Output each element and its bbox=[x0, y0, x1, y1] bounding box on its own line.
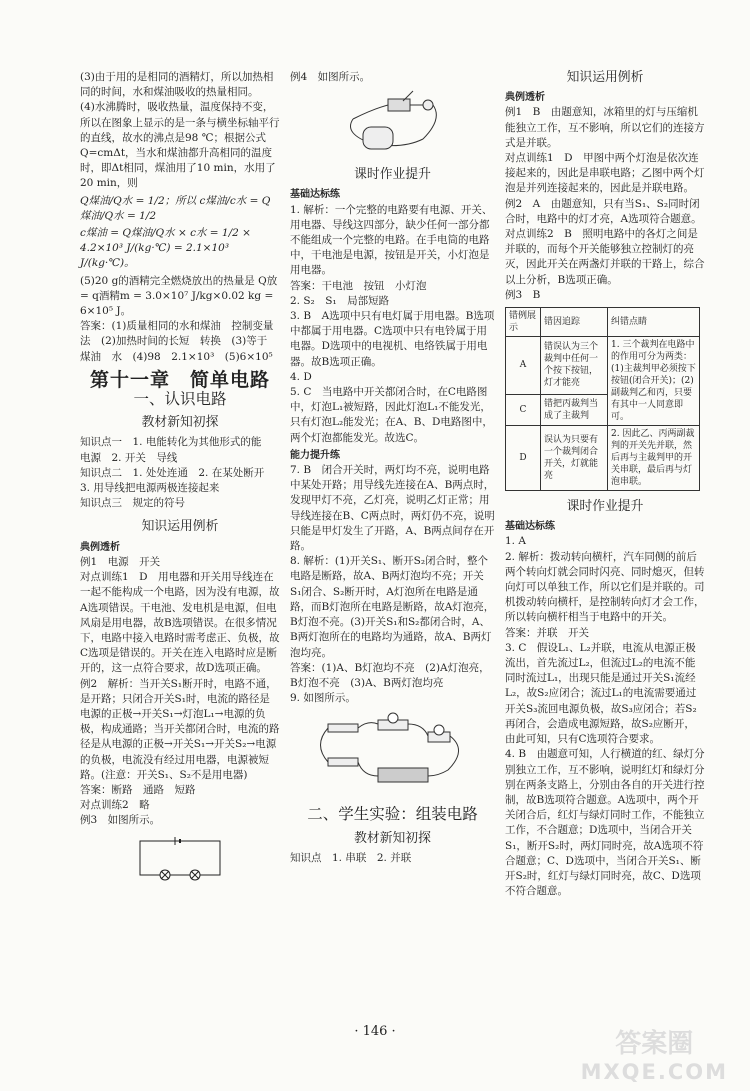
column-right bbox=[505, 70, 705, 899]
example: 例2 A 由题意知，只有当S₁、S₂同时闭合时，电路中的灯才亮，A选项符合题意。 bbox=[505, 197, 702, 225]
table-header: 错例展示 bbox=[506, 308, 541, 337]
training: 对点训练1 D 用电器和开关用导线连在一起不能构成一个电路，因为没有电源，故A选项错误。干电池、发电机是电源，但电风扇是用电器，故B选项错误。在很多情况下，电路中接入电路时需考虑正、负极，故C选项是错误的。开关在连入电路时应是断开的，这一点符合要求，故D选项正确。 bbox=[80, 571, 280, 675]
subsection-title: 教材新知初探 bbox=[141, 415, 219, 431]
section-title: 一、认识电路 bbox=[133, 390, 227, 409]
formula-line: Q煤油/Q水 = 1/2；所以 c煤油/c水 = Q煤油/Q水 = 1/2 bbox=[80, 194, 271, 222]
example: 例3 B bbox=[505, 288, 541, 301]
table-row: A 错误认为三个裁判中任何一个按下按钮，灯才能亮 1. 三个裁判在电路中的作用可分为两类：(1)主裁判甲必须按下按钮(闭合开关)；(2)副裁判乙和丙，只要有其中一人同意即可。 bbox=[506, 337, 700, 395]
answer-paragraph: (5)20 g的酒精完全燃烧放出的热量是 Q放 = q酒精m = 3.0×10⁷ J/kg×0.02 kg = 6×10⁵ J。 bbox=[80, 274, 278, 318]
answer-text: 答案：并联 开关 bbox=[505, 626, 589, 639]
subsection-title: 知识运用例析 bbox=[566, 70, 644, 85]
example: 例3 如图所示。 bbox=[80, 814, 161, 827]
label-heading: 基础达标练 bbox=[505, 521, 555, 533]
watermark-line: 答案圈 bbox=[615, 1029, 694, 1059]
column-left bbox=[80, 70, 280, 889]
example: 例1 B 由题意知，冰箱里的灯与压缩机能独立工作，互不影响，所以它们的连接方式是并联。 bbox=[505, 106, 705, 149]
watermark-line: MXQE.COM bbox=[580, 1060, 728, 1084]
knowledge-point: 知识点一 1. 电能转化为其他形式的能 电源 2. 开关 导线 bbox=[80, 436, 272, 464]
table-header: 纠错点睛 bbox=[608, 308, 700, 337]
answer-text: 答案：断路 通路 短路 bbox=[80, 783, 196, 796]
training: 对点训练2 B 照明电路中的各灯之间是并联的，而每个开关能够独立控制灯的亮灭，因此开关在两盏灯并联的干路上，综合以上分析，B选项正确。 bbox=[505, 228, 705, 286]
subsection-title: 课时作业提升 bbox=[566, 499, 644, 515]
column-middle bbox=[290, 70, 495, 866]
answer-paragraph: (4)水沸腾时，吸收热量，温度保持不变，所以在图象上显示的是一条与横坐标轴平行的直线，故水的沸点是98 ℃；根据公式Q=cmΔt，当水和煤油都升高相同的温度时，即Δt相同，煤油用了10 min，水用了20 min，则 bbox=[80, 101, 280, 190]
question-answer: 2. 解析：拨动转向横杆，汽车同侧的前后两个转向灯就会同时闪亮、同时熄灭，但转向灯可以单独工作，所以它们是并联的。司机拨动转向横杆，是控制转向灯才会工作，所以转向横杆相当于电路中的开关。 bbox=[505, 550, 705, 624]
subsection-title: 知识运用例析 bbox=[141, 519, 219, 535]
error-analysis-table bbox=[505, 307, 700, 491]
table-row: D 误认为只要有一个裁判闭合开关，灯就能亮 2. 因此乙、丙两副裁判的开关先并联，然后再与主裁判甲的开关串联，最后再与灯泡串联。 bbox=[506, 426, 700, 491]
question-answer: 3. C 假设L₁、L₂并联，电流从电源正极流出，首先流过L₂，但流过L₂的电流不能同时流过L₁，出现只能是通过开关S₁流经L₂，故S₂应闭合；流过L₁的电流需要通过开关S₃流回电源负极，故S₃应闭合；若S₂再闭合，会造成电源短路，故S₂应断开，由此可知，只有C选项符合要求。 bbox=[505, 641, 697, 746]
formula-line: c煤油 = Q煤油/Q水 × c水 = 1/2 × 4.2×10³ J/(kg·℃) = 2.1×10³ J/(kg·℃)。 bbox=[80, 227, 251, 270]
circuit-diagram-figure bbox=[125, 833, 235, 883]
table-row: C 错把丙裁判当成了主裁判 bbox=[506, 394, 700, 425]
chapter-title: 第十一章 简单电路 bbox=[89, 368, 270, 391]
question-answer: 2. S₂ S₁ 局部短路 bbox=[290, 294, 390, 307]
subsection-title: 教材新知初探 bbox=[354, 830, 431, 846]
knowledge-point: 知识点 1. 串联 2. 并联 bbox=[290, 851, 412, 864]
circuit-wiring-figure bbox=[308, 710, 478, 795]
section-title: 二、学生实验：组装电路 bbox=[307, 805, 478, 824]
knowledge-point: 知识点三 规定的符号 bbox=[80, 497, 185, 510]
question-answer: 7. B 闭合开关时，两灯均不亮，说明电路中某处开路；用导线先连接在A、B两点时，发现甲灯不亮，乙灯亮，说明乙灯正常；用导线连接在B、C两点时，两灯仍不亮，说明只能是甲灯发生了开路，A、B两点间存在开路。 bbox=[290, 464, 495, 553]
question-answer: 4. D bbox=[290, 370, 312, 383]
example: 例4 如图所示。 bbox=[290, 71, 371, 83]
watermark-logo bbox=[581, 1030, 728, 1086]
question-answer: 4. B 由题意可知，人行横道的红、绿灯分别独立工作，互不影响，说明红灯和绿灯分别在两条支路上，分别由各自的开关进行控制，故B选项符合题意。A选项中，两个开关闭合后，红灯与绿灯同时工作，不能独立工作，不合题意；D选项中，当闭合开关S₁，断开S₂时，两灯同时亮，故A选项不符合题意；C、D选项中，当闭合开关S₁、断开S₂时，红灯与绿灯同时亮，故C、D选项不符合题意。 bbox=[505, 748, 705, 898]
subsection-title: 课时作业提升 bbox=[354, 167, 431, 183]
question-answer: 3. B A选项中只有电灯属于用电器。B选项中都属于用电器。C选项中只有电铃属于用电器。D选项中的电视机、电络铁属于用电器。故B选项正确。 bbox=[290, 310, 495, 368]
answer-text: 答案：干电池 按钮 小灯泡 bbox=[290, 279, 427, 292]
question-answer: 1. A bbox=[505, 535, 526, 548]
question-answer: 1. 解析：一个完整的电路要有电源、开关、用电器、导线这四部分，缺少任何一部分都不能组成一个完整的电路。在手电筒的电路中，干电池是电源，按钮是开关，小灯泡是用电器。 bbox=[290, 203, 493, 277]
training: 对点训练1 D 甲图中两个灯泡是依次连接起来的，因此是串联电路；乙图中两个灯泡是并列连接起来的，因此是并联电路。 bbox=[505, 152, 705, 195]
question-answer: 9. 如图所示。 bbox=[290, 692, 356, 705]
page-number: · 146 · bbox=[354, 1024, 396, 1039]
training: 对点训练2 略 bbox=[80, 799, 150, 812]
answer-text: 答案：(1)A、B灯泡均不亮 (2)A灯泡亮，B灯泡不亮 (3)A、B两灯泡均亮 bbox=[290, 661, 490, 689]
example: 例1 电源 开关 bbox=[80, 555, 161, 568]
answer-text: 答案：(1)质量相同的水和煤油 控制变量法 (2)加热时间的长短 转换 (3)等于 煤油 水 (4)98 2.1×10³ (5)6×10⁵ bbox=[80, 320, 278, 363]
label-heading: 典例透析 bbox=[80, 541, 120, 553]
knowledge-point: 知识点二 1. 处处连通 2. 在某处断开 3. 用导线把电源两极连接起来 bbox=[80, 466, 275, 495]
question-answer: 8. 解析：(1)开关S₁、断开S₂闭合时，整个电路是断路，故A、B两灯泡均不亮；开关S₁闭合、S₂断开时，A灯泡所在电路是通路，而B灯泡所在电路是断路，故A灯泡亮，B灯泡不亮。(3)开关S₁和S₂都闭合时，A、B两灯泡所在的电路均为通路，故A、B两灯泡均亮。 bbox=[290, 555, 495, 659]
circuit-photo-figure bbox=[333, 89, 453, 159]
table-header: 错因追踪 bbox=[541, 308, 608, 337]
example: 例2 解析：当开关S₁断开时，电路不通，是开路；只闭合开关S₁时，电流的路径是电源的正极→开关S₁→灯泡L₁→电源的负极，构成通路；当开关都闭合时，电流的路径是从电源的正极→开关S₁→开关S₂→电源的负极，电流没有经过用电器，电源被短路。(注意：开关S₁、S₂不是用电器) bbox=[80, 677, 280, 781]
answer-paragraph: (3)由于用的是相同的酒精灯，所以加热相同的时间，水和煤油吸收的热量相同。 bbox=[80, 71, 274, 99]
label-heading: 能力提升练 bbox=[290, 449, 340, 461]
label-heading: 典例透析 bbox=[505, 92, 545, 104]
question-answer: 5. C 当电路中开关都闭合时，在C电路图中，灯泡L₁被短路，因此灯泡L₁不能发光，只有灯泡L₂能发光；在A、B、D电路图中，两个灯泡都能发光。故选C。 bbox=[290, 386, 493, 444]
label-heading: 基础达标练 bbox=[290, 189, 340, 201]
